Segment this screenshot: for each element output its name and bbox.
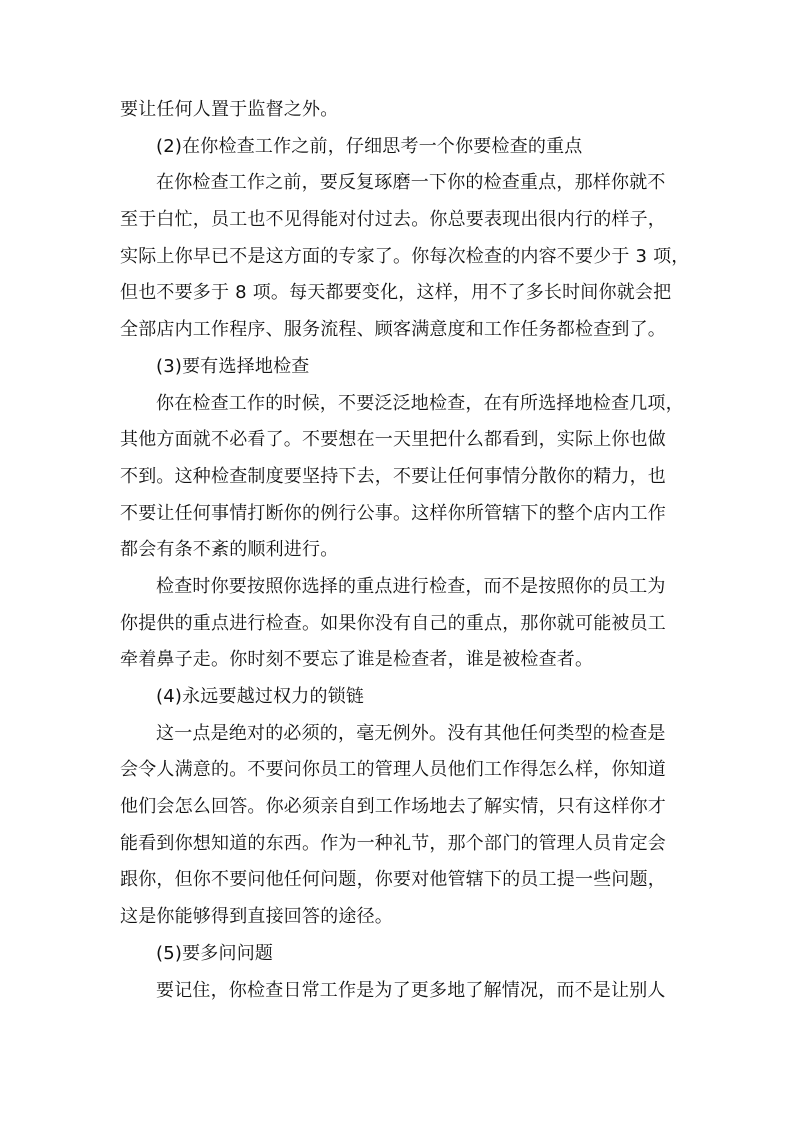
text-line: 他们会怎么回答。你必须亲自到工作场地去了解实情，只有这样你才 bbox=[120, 796, 666, 818]
text-line: 不到。这种检查制度要坚持下去，不要让任何事情分散你的精力，也 bbox=[120, 465, 666, 487]
text-line: 检查时你要按照你选择的重点进行检查，而不是按照你的员工为 bbox=[156, 575, 666, 597]
text-line: 牵着鼻子走。你时刻不要忘了谁是检查者，谁是被检查者。 bbox=[120, 649, 594, 671]
section-heading-2: (2)在你检查工作之前，仔细思考一个你要检查的重点 bbox=[156, 135, 583, 157]
text-line: 要记住，你检查日常工作是为了更多地了解情况，而不是让别人 bbox=[156, 979, 666, 1001]
text-line: 你提供的重点进行检查。如果你没有自己的重点，那你就可能被员工 bbox=[120, 612, 666, 634]
document-body bbox=[120, 92, 690, 1009]
text-line: 其他方面就不必看了。不要想在一天里把什么都看到，实际上你也做 bbox=[120, 429, 666, 451]
text-line: 要让任何人置于监督之外。 bbox=[120, 99, 339, 120]
text-line: 会令人满意的。不要问你员工的管理人员他们工作得怎么样，你知道 bbox=[120, 759, 666, 781]
text-line: 不要让任何事情打断你的例行公事。这样你所管辖下的整个店内工作 bbox=[120, 502, 666, 524]
text-line: 都会有条不紊的顺利进行。 bbox=[120, 539, 339, 561]
text-line: 能看到你想知道的东西。作为一种礼节，那个部门的管理人员肯定会 bbox=[120, 832, 666, 854]
text-line: 全部店内工作程序、服务流程、顾客满意度和工作任务都检查到了。 bbox=[120, 319, 666, 341]
section-heading-3: (3)要有选择地检查 bbox=[156, 355, 310, 377]
text-line: 在你检查工作之前，要反复琢磨一下你的检查重点，那样你就不 bbox=[156, 172, 666, 194]
section-heading-4: (4)永远要越过权力的锁链 bbox=[156, 686, 365, 707]
text-line: 跟你，但你不要问他任何问题，你要对他管辖下的员工提一些问题， bbox=[120, 869, 666, 891]
text-line: 但也不要多于 8 项。每天都要变化，这样，用不了多长时间你就会把 bbox=[120, 282, 672, 304]
text-line: 至于白忙，员工也不见得能对付过去。你总要表现出很内行的样子， bbox=[120, 209, 666, 231]
text-line: 你在检查工作的时候，不要泛泛地检查，在有所选择地检查几项， bbox=[156, 392, 684, 414]
text-line: 实际上你早已不是这方面的专家了。你每次检查的内容不要少于 3 项， bbox=[120, 245, 690, 267]
text-line: 这一点是绝对的必须的，毫无例外。没有其他任何类型的检查是 bbox=[156, 722, 666, 744]
text-line: 这是你能够得到直接回答的途径。 bbox=[120, 906, 393, 928]
section-heading-5: (5)要多问问题 bbox=[156, 942, 274, 964]
